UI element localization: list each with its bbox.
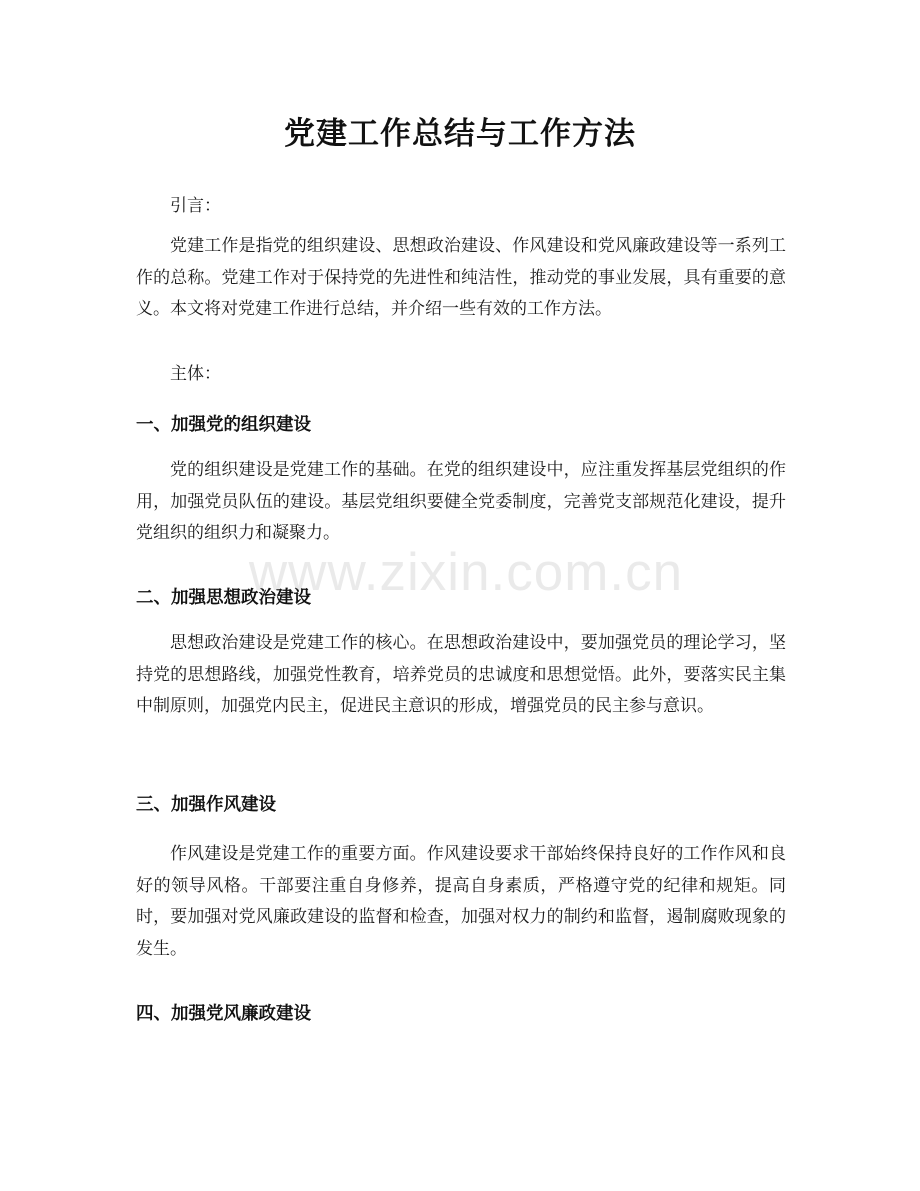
section-paragraph-2: 思想政治建设是党建工作的核心。在思想政治建设中，要加强党员的理论学习，坚持党的思想路线，加强党性教育，培养党员的忠诚度和思想觉悟。此外，要落实民主集中制原则，加强党内民主，促进民主意识的形成，增强党员的民主参与意识。 (136, 633, 786, 716)
section-heading-1: 一、加强党的组织建设 (136, 415, 311, 435)
section-paragraph-1: 党的组织建设是党建工作的基础。在党的组织建设中，应注重发挥基层党组织的作用，加强党员队伍的建设。基层党组织要健全党委制度，完善党支部规范化建设，提升党组织的组织力和凝聚力。 (136, 460, 786, 543)
watermark: www.zixin.com.cn (248, 543, 684, 602)
section-heading-3: 三、加强作风建设 (136, 795, 276, 815)
document-title: 党建工作总结与工作方法 (284, 116, 636, 152)
section-heading-4: 四、加强党风廉政建设 (136, 1004, 311, 1024)
section-heading-2: 二、加强思想政治建设 (136, 588, 311, 608)
body-label: 主体： (170, 364, 221, 384)
section-paragraph-3: 作风建设是党建工作的重要方面。作风建设要求干部始终保持良好的工作作风和良好的领导风格。干部要注重自身修养，提高自身素质，严格遵守党的纪律和规矩。同时，要加强对党风廉政建设的监督和检查，加强对权力的制约和监督，遏制腐败现象的发生。 (136, 844, 786, 959)
intro-label: 引言： (170, 196, 221, 216)
intro-paragraph: 党建工作是指党的组织建设、思想政治建设、作风建设和党风廉政建设等一系列工作的总称。党建工作对于保持党的先进性和纯洁性，推动党的事业发展，具有重要的意义。本文将对党建工作进行总结，并介绍一些有效的工作方法。 (136, 236, 786, 319)
